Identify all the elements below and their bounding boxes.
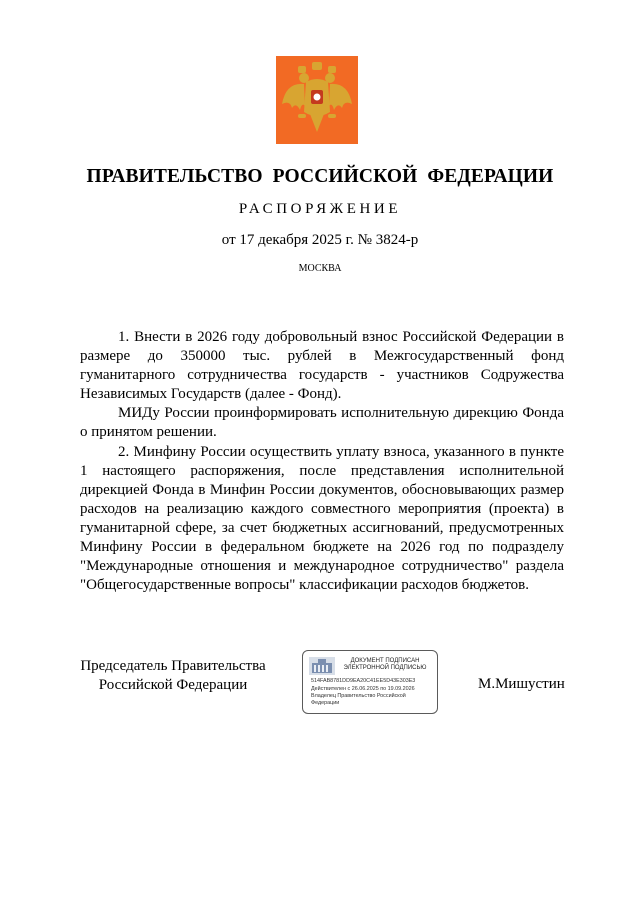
paragraph-3: 2. Минфину России осуществить уплату взноса, указанного в пункте 1 настоящего распоряжения, после представления исполнительной дирекцией Фонда в Минфин России документов, обосновывающих размер расходов на реализацию каждого совместного мероприятия (проекта) в гуманитарной сфере, за счет бюджетных ассигнований, предусмотренных Минфину России в федеральном бюджете на 2026 год по подразделу "Международные отношения и международное сотрудничество" раздела "Общегосударственные вопросы" классификации расходов бюджетов. bbox=[80, 443, 564, 594]
document-city: МОСКВА bbox=[298, 263, 342, 274]
document-authority-title: ПРАВИТЕЛЬСТВО РОССИЙСКОЙ ФЕДЕРАЦИИ bbox=[86, 166, 554, 187]
signatory-position-line-1: Председатель Правительства bbox=[80, 658, 266, 674]
coat-of-arms-emblem bbox=[276, 56, 358, 144]
government-building-icon bbox=[309, 657, 335, 675]
paragraph-1: 1. Внести в 2026 году добровольный взнос Российской Федерации в размере до 350000 тыс. рублей в Межгосударственный фонд гуманитарного сотрудничества государств - участников Содружества Независимых Государств (далее - Фонд). bbox=[80, 329, 564, 403]
stamp-heading-line-2: ЭЛЕКТРОННОЙ ПОДПИСЬЮ bbox=[343, 665, 427, 671]
signatory-position-line-2: Российской Федерации bbox=[98, 677, 248, 693]
stamp-certificate: 514FAB8781DD9EA20C41EE5D43E303E3 bbox=[311, 678, 416, 684]
document-body bbox=[80, 328, 564, 595]
signatory-position bbox=[78, 657, 268, 695]
stamp-owner-line-2: Федерации bbox=[311, 700, 340, 706]
stamp-heading-line-1: ДОКУМЕНТ ПОДПИСАН bbox=[350, 658, 420, 664]
stamp-heading bbox=[335, 658, 435, 672]
stamp-validity: Действителен с 26.06.2025 по 19.09.2026 bbox=[311, 686, 415, 692]
document-type-heading: РАСПОРЯЖЕНИЕ bbox=[238, 201, 402, 217]
signatory-name: М.Мишустин bbox=[478, 676, 565, 692]
stamp-owner-line-1: Владелец Правительство Российской bbox=[311, 693, 406, 699]
paragraph-2: МИДу России проинформировать исполнительную дирекцию Фонда о принятом решении. bbox=[80, 405, 564, 441]
electronic-signature-stamp bbox=[302, 650, 438, 714]
document-date-number: от 17 декабря 2025 г. № 3824-р bbox=[221, 232, 419, 248]
